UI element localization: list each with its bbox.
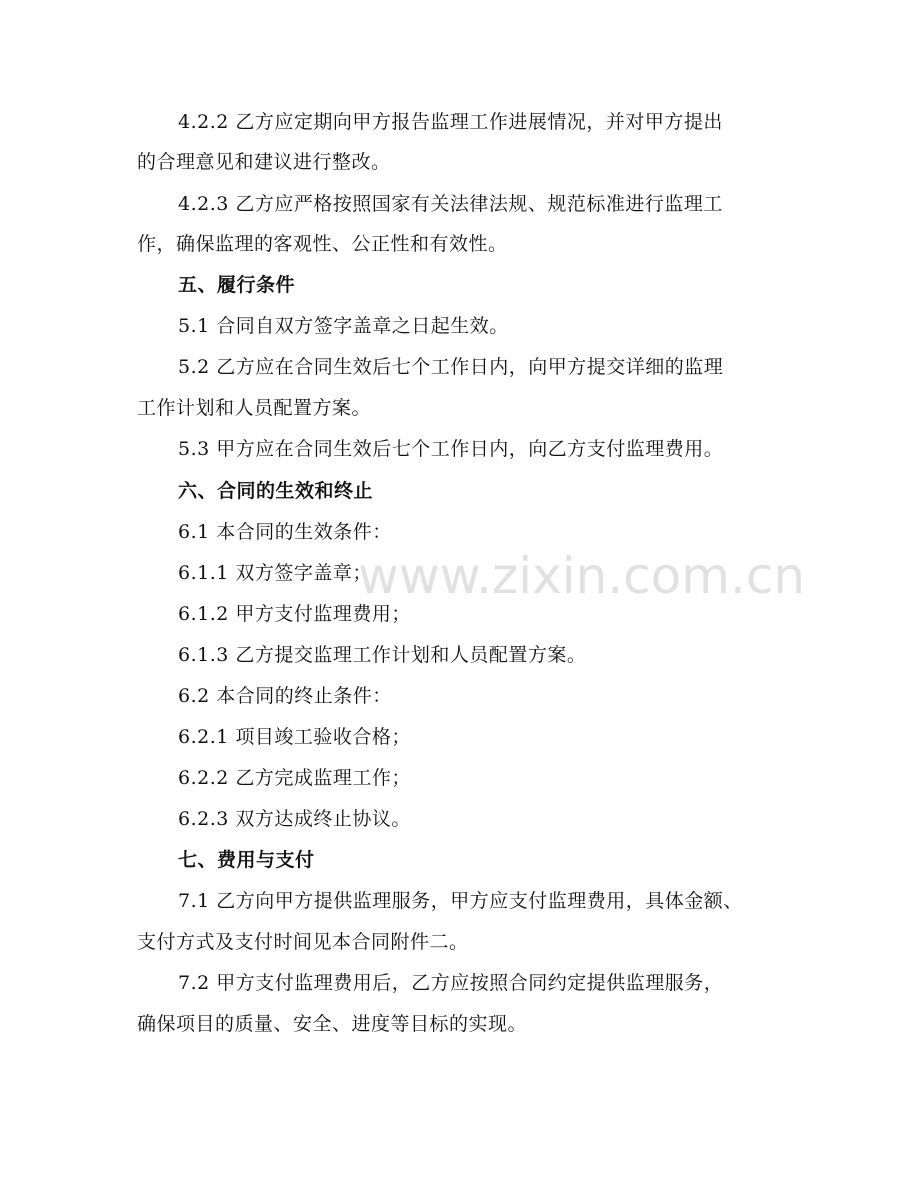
watermark-text: www.zixin.com.cn: [358, 547, 806, 605]
clause-7-2-line-1: 7.2 甲方支付监理费用后，乙方应按照合同约定提供监理服务，: [178, 972, 724, 994]
clause-6-2-2: 6.2.2 乙方完成监理工作；: [178, 767, 411, 789]
clause-6-2-3: 6.2.3 双方达成终止协议。: [178, 808, 411, 830]
clause-7-2-line-2: 确保项目的质量、安全、进度等目标的实现。: [137, 1013, 528, 1035]
clause-4-2-3-line-2: 作，确保监理的客观性、公正性和有效性。: [137, 233, 508, 255]
clause-5-2-line-2: 工作计划和人员配置方案。: [137, 397, 372, 419]
clause-5-2-line-1: 5.2 乙方应在合同生效后七个工作日内，向甲方提交详细的监理: [178, 356, 724, 378]
clause-6-1-3: 6.1.3 乙方提交监理工作计划和人员配置方案。: [178, 644, 587, 666]
clause-4-2-2-line-1: 4.2.2 乙方应定期向甲方报告监理工作进展情况，并对甲方提出: [178, 111, 723, 133]
section-heading-7: 七、费用与支付: [178, 849, 315, 871]
clause-6-2: 6.2 本合同的终止条件：: [178, 685, 392, 707]
clause-7-1-line-2: 支付方式及支付时间见本合同附件二。: [137, 931, 469, 953]
clause-4-2-2-line-2: 的合理意见和建议进行整改。: [137, 151, 391, 173]
clause-5-1: 5.1 合同自双方签字盖章之日起生效。: [178, 315, 509, 337]
clause-5-3: 5.3 甲方应在合同生效后七个工作日内，向乙方支付监理费用。: [178, 438, 724, 460]
clause-6-1-1: 6.1.1 双方签字盖章；: [178, 562, 372, 584]
section-heading-6: 六、合同的生效和终止: [178, 480, 374, 502]
clause-4-2-3-line-1: 4.2.3 乙方应严格按照国家有关法律法规、规范标准进行监理工: [178, 193, 723, 215]
clause-7-1-line-1: 7.1 乙方向甲方提供监理服务，甲方应支付监理费用，具体金额、: [178, 890, 743, 912]
clause-6-1-2: 6.1.2 甲方支付监理费用；: [178, 603, 411, 625]
clause-6-2-1: 6.2.1 项目竣工验收合格；: [178, 726, 411, 748]
section-heading-5: 五、履行条件: [178, 274, 296, 296]
clause-6-1: 6.1 本合同的生效条件：: [178, 521, 392, 543]
